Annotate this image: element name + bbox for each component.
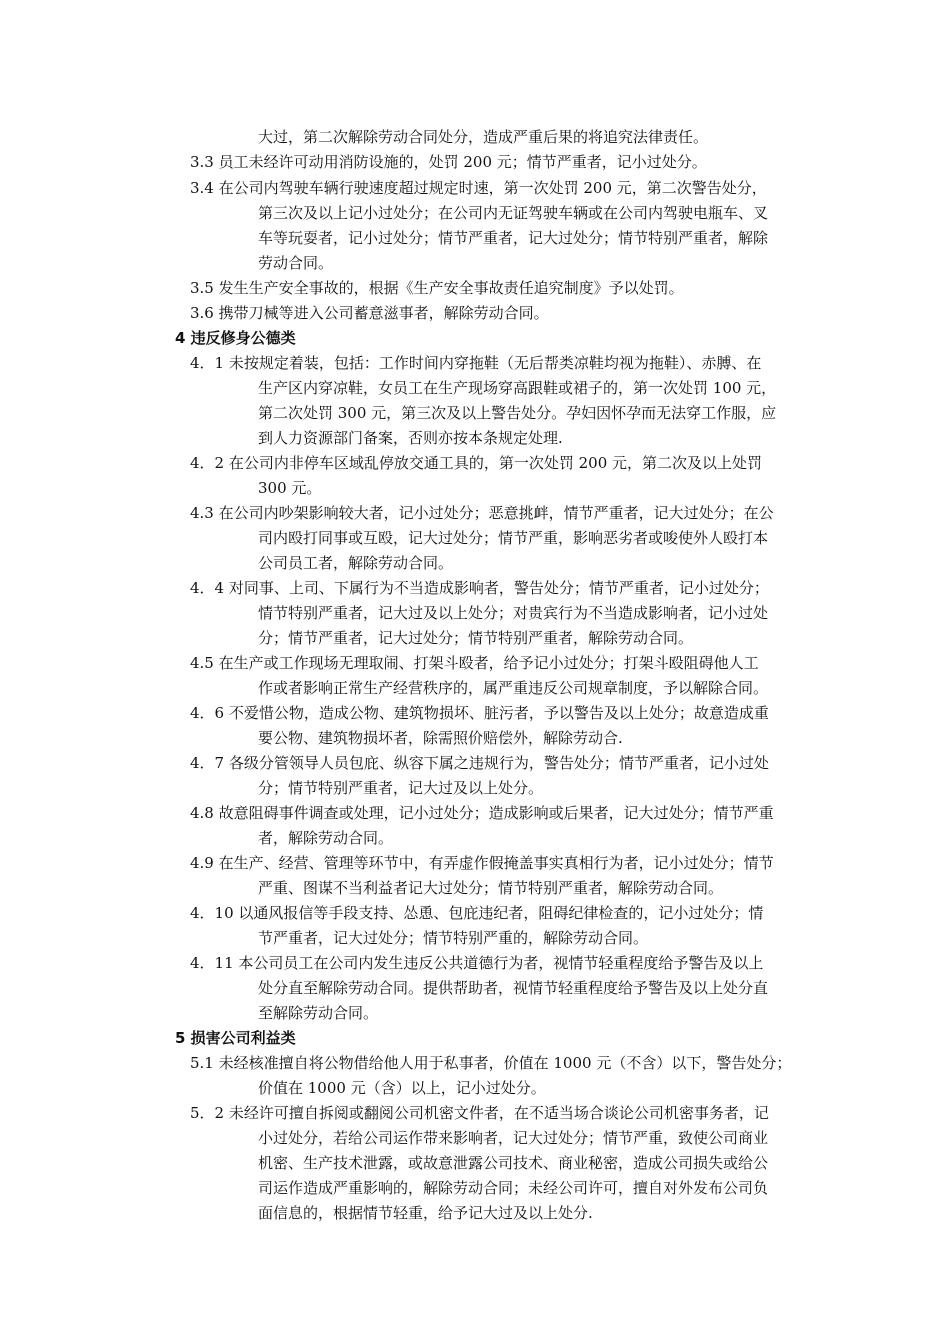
text-line: 情节特别严重者，记大过及以上处分；对贵宾行为不当造成影响者，记小过处 <box>258 604 769 622</box>
text-line: 司运作造成严重影响的，解除劳动合同；未经公司许可，擅自对外发布公司负 <box>258 1179 769 1197</box>
clause-4-1: 4．1 未按规定着装，包括：工作时间内穿拖鞋（无后帮类凉鞋均视为拖鞋）、赤膊、在 <box>190 354 762 372</box>
text-line: 机密、生产技术泄露，或故意泄露公司技术、商业秘密，造成公司损失或给公 <box>258 1154 769 1172</box>
section-heading-4: 4 违反修身公德类 <box>175 329 296 347</box>
text-line: 者，解除劳动合同。 <box>258 829 394 847</box>
text-line: 300 元。 <box>258 479 322 497</box>
text-line: 价值在 1000 元（含）以上，记小过处分。 <box>258 1079 546 1097</box>
text-line: 第二次处罚 300 元，第三次及以上警告处分。孕妇因怀孕而无法穿工作服，应 <box>258 404 777 422</box>
text-line: 分；情节严重者，记大过处分；情节特别严重者，解除劳动合同。 <box>258 629 694 647</box>
text-line: 严重、图谋不当利益者记大过处分；情节特别严重者，解除劳动合同。 <box>258 879 724 897</box>
clause-4-2: 4．2 在公司内非停车区域乱停放交通工具的，第一次处罚 200 元，第二次及以上处罚 <box>190 454 763 472</box>
clause-4-7: 4．7 各级分管领导人员包庇、纵容下属之违规行为，警告处分；情节严重者，记小过处 <box>190 754 769 772</box>
text-line: 面信息的，根据情节轻重，给予记大过及以上处分. <box>258 1204 593 1222</box>
clause-3-5: 3.5 发生生产安全事故的，根据《生产安全事故责任追究制度》予以处罚。 <box>190 279 684 297</box>
clause-5-2: 5．2 未经许可擅自拆阅或翻阅公司机密文件者，在不适当场合谈论公司机密事务者，记 <box>190 1104 769 1122</box>
text-line: 第三次及以上记小过处分；在公司内无证驾驶车辆或在公司内驾驶电瓶车、叉 <box>258 204 769 222</box>
text-line: 分；情节特别严重者，记大过及以上处分。 <box>258 779 544 797</box>
text-line: 司内殴打同事或互殴，记大过处分；情节严重，影响恶劣者或唆使外人殴打本 <box>258 529 769 547</box>
clause-4-11: 4．11 本公司员工在公司内发生违反公共道德行为者，视情节轻重程度给予警告及以上 <box>190 954 764 972</box>
text-line: 劳动合同。 <box>258 254 334 272</box>
clause-4-6: 4．6 不爱惜公物，造成公物、建筑物损坏、脏污者，予以警告及以上处分；故意造成重 <box>190 704 769 722</box>
text-line: 大过，第二次解除劳动合同处分，造成严重后果的将追究法律责任。 <box>258 128 709 146</box>
text-line: 公司员工者，解除劳动合同。 <box>258 554 454 572</box>
text-line: 要公物、建筑物损坏者，除需照价赔偿外，解除劳动合. <box>258 729 623 747</box>
clause-3-4: 3.4 在公司内驾驶车辆行驶速度超过规定时速，第一次处罚 200 元，第二次警告处分， <box>190 179 767 197</box>
text-line: 节严重者，记大过处分；情节特别严重的，解除劳动合同。 <box>258 929 649 947</box>
text-line: 处分直至解除劳动合同。提供帮助者，视情节轻重程度给予警告及以上处分直 <box>258 979 769 997</box>
clause-3-3: 3.3 员工未经许可动用消防设施的，处罚 200 元；情节严重者，记小过处分。 <box>190 153 707 171</box>
text-line: 到人力资源部门备案，否则亦按本条规定处理. <box>258 429 563 447</box>
section-heading-5: 5 损害公司利益类 <box>175 1029 296 1047</box>
clause-4-10: 4．10 以通风报信等手段支持、怂恿、包庇违纪者，阻碍纪律检查的，记小过处分；情 <box>190 904 764 922</box>
clause-4-9: 4.9 在生产、经营、管理等环节中，有弄虚作假掩盖事实真相行为者，记小过处分；情节 <box>190 854 774 872</box>
text-line: 作或者影响正常生产经营秩序的，属严重违反公司规章制度，予以解除合同。 <box>258 679 769 697</box>
clause-4-4: 4．4 对同事、上司、下属行为不当造成影响者，警告处分；情节严重者，记小过处分； <box>190 579 769 597</box>
text-line: 生产区内穿凉鞋，女员工在生产现场穿高跟鞋或裙子的，第一次处罚 100 元， <box>258 379 777 397</box>
clause-4-3: 4.3 在公司内吵架影响较大者，记小过处分；恶意挑衅，情节严重者，记大过处分；在公 <box>190 504 774 522</box>
text-line: 小过处分，若给公司运作带来影响者，记大过处分；情节严重，致使公司商业 <box>258 1129 769 1147</box>
clause-3-6: 3.6 携带刀械等进入公司蓄意滋事者，解除劳动合同。 <box>190 304 549 322</box>
text-line: 至解除劳动合同。 <box>258 1004 379 1022</box>
clause-5-1: 5.1 未经核准擅自将公物借给他人用于私事者，价值在 1000 元（不含）以下，警告处分； <box>190 1054 792 1072</box>
clause-4-5: 4.5 在生产或工作现场无理取闹、打架斗殴者，给予记小过处分；打架斗殴阻碍他人工 <box>190 654 759 672</box>
clause-4-8: 4.8 故意阻碍事件调查或处理，记小过处分；造成影响或后果者，记大过处分；情节严重 <box>190 804 774 822</box>
text-line: 车等玩耍者，记小过处分；情节严重者，记大过处分；情节特别严重者，解除 <box>258 229 769 247</box>
